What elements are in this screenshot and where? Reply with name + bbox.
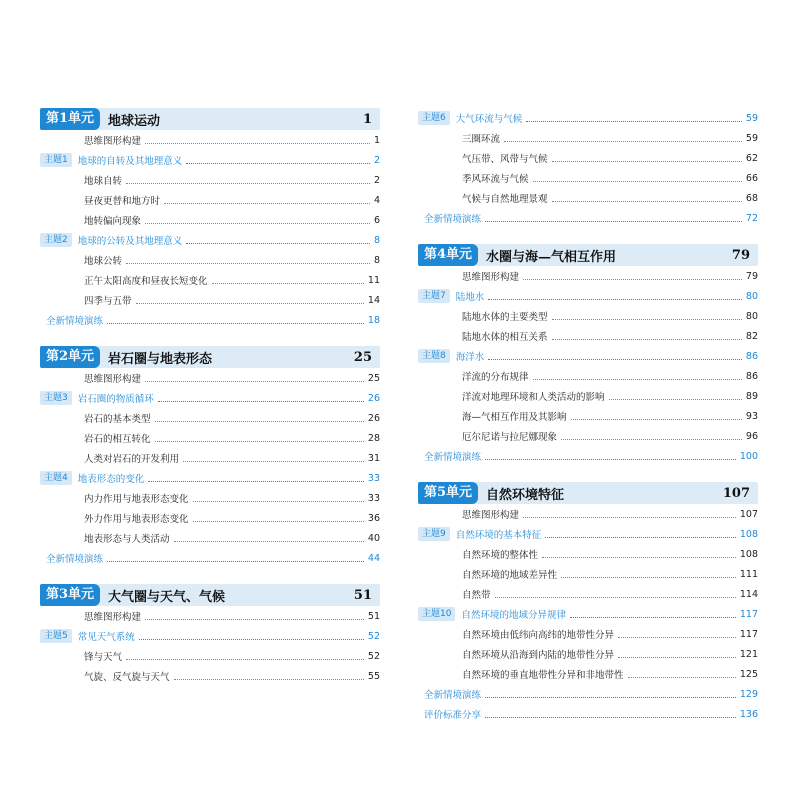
dot-leader [126, 253, 370, 264]
unit-title: 水圈与海—气相互作用 [486, 249, 617, 265]
entry-page-number: 59 [745, 112, 758, 124]
dot-leader [186, 233, 370, 244]
dot-leader [618, 627, 736, 638]
dot-leader [609, 389, 742, 400]
dot-leader [164, 193, 370, 204]
entry-title: 气旋、反气旋与天气 [84, 672, 170, 683]
entry-page-number: 107 [739, 508, 758, 520]
section-gap [40, 568, 380, 584]
toc-entry[interactable] [40, 528, 380, 548]
dot-leader [542, 547, 736, 558]
practice-entry[interactable] [40, 548, 380, 568]
entry-page-number: 52 [367, 650, 380, 662]
toc-entry[interactable] [40, 606, 380, 626]
topic-badge: 主题9 [418, 527, 450, 541]
dot-leader [485, 707, 736, 718]
toc-entry[interactable] [418, 426, 758, 446]
entry-title: 厄尔尼诺与拉尼娜现象 [462, 432, 558, 443]
dot-leader [561, 567, 736, 578]
entry-page-number: 89 [745, 390, 758, 402]
entry-page-number: 100 [739, 450, 758, 462]
unit-badge: 第3单元 [40, 584, 100, 606]
dot-leader [155, 431, 364, 442]
dot-leader [533, 369, 742, 380]
toc-entry[interactable] [40, 508, 380, 528]
dot-leader [571, 409, 742, 420]
entry-page-number: 2 [373, 154, 380, 166]
entry-title: 自然环境从沿海到内陆的地带性分异 [462, 650, 615, 661]
entry-title: 地转偏向现象 [84, 216, 142, 227]
topic-entry[interactable] [418, 108, 758, 128]
entry-title: 陆地水体的主要类型 [462, 312, 548, 323]
entry-page-number: 114 [739, 588, 758, 600]
entry-page-number: 2 [373, 174, 380, 186]
dot-leader [485, 449, 736, 460]
topic-entry[interactable] [40, 626, 380, 646]
entry-page-number: 14 [367, 294, 380, 306]
entry-page-number: 28 [367, 432, 380, 444]
dot-leader [174, 669, 364, 680]
entry-title: 正午太阳高度和昼夜长短变化 [84, 276, 208, 287]
topic-entry[interactable] [418, 286, 758, 306]
toc-entry[interactable] [418, 544, 758, 564]
entry-title: 思维图形构建 [462, 510, 520, 521]
entry-page-number: 8 [373, 234, 380, 246]
entry-page-number: 55 [367, 670, 380, 682]
dot-leader [158, 391, 364, 402]
toc-entry[interactable] [418, 406, 758, 426]
entry-title: 自然带 [462, 590, 491, 601]
entry-page-number: 125 [739, 668, 758, 680]
toc-entry[interactable] [418, 584, 758, 604]
entry-title: 外力作用与地表形态变化 [84, 514, 189, 525]
entry-page-number: 121 [739, 648, 758, 660]
entry-title: 思维图形构建 [462, 272, 520, 283]
entry-page-number: 86 [745, 370, 758, 382]
dot-leader [139, 629, 364, 640]
toc-entry[interactable] [40, 408, 380, 428]
toc-entry[interactable] [40, 170, 380, 190]
toc-entry[interactable] [418, 148, 758, 168]
entry-title: 岩石圈的物质循环 [77, 394, 154, 405]
dot-leader [552, 309, 742, 320]
entry-title: 岩石的基本类型 [84, 414, 151, 425]
entry-title: 气候与自然地理景观 [462, 194, 548, 205]
practice-entry[interactable] [418, 446, 758, 466]
dot-leader [193, 491, 364, 502]
topic-entry[interactable] [418, 346, 758, 366]
entry-title: 洋流的分布规律 [462, 372, 529, 383]
entry-page-number: 129 [739, 688, 758, 700]
unit-page-number: 1 [362, 111, 372, 127]
entry-title: 地球的自转及其地理意义 [77, 156, 183, 167]
entry-page-number: 62 [745, 152, 758, 164]
practice-entry[interactable] [418, 208, 758, 228]
dot-leader [126, 173, 370, 184]
dot-leader [488, 289, 742, 300]
entry-title: 全新情境演练 [424, 214, 482, 225]
toc-entry[interactable] [418, 504, 758, 524]
section-gap [418, 228, 758, 244]
entry-page-number: 18 [367, 314, 380, 326]
topic-entry[interactable] [418, 604, 758, 624]
entry-page-number: 86 [745, 350, 758, 362]
toc-entry[interactable] [418, 564, 758, 584]
topic-badge: 主题4 [40, 471, 72, 485]
dot-leader [570, 607, 736, 618]
entry-page-number: 66 [745, 172, 758, 184]
entry-title: 内力作用与地表形态变化 [84, 494, 189, 505]
entry-page-number: 51 [367, 610, 380, 622]
entry-page-number: 26 [367, 412, 380, 424]
entry-page-number: 111 [739, 568, 758, 580]
entry-page-number: 11 [367, 274, 380, 286]
dot-leader [485, 687, 736, 698]
topic-entry[interactable] [40, 468, 380, 488]
toc-entry[interactable] [40, 210, 380, 230]
entry-title: 海洋水 [455, 352, 485, 363]
toc-entry[interactable] [40, 290, 380, 310]
dot-leader [618, 647, 736, 658]
entry-page-number: 1 [373, 134, 380, 146]
entry-title: 全新情境演练 [46, 316, 104, 327]
unit-title: 地球运动 [108, 113, 161, 129]
toc-entry[interactable] [418, 188, 758, 208]
section-gap [418, 466, 758, 482]
entry-page-number: 44 [367, 552, 380, 564]
unit-badge: 第2单元 [40, 346, 100, 368]
entry-title: 洋流对地理环境和人类活动的影响 [462, 392, 605, 403]
toc-entry[interactable] [418, 644, 758, 664]
toc-entry[interactable] [40, 646, 380, 666]
topic-entry[interactable] [40, 150, 380, 170]
entry-title: 地球自转 [84, 176, 123, 187]
entry-title: 全新情境演练 [424, 690, 482, 701]
dot-leader [561, 429, 742, 440]
entry-title: 地表形态与人类活动 [84, 534, 170, 545]
entry-title: 锋与天气 [84, 652, 123, 663]
topic-entry[interactable] [418, 524, 758, 544]
entry-page-number: 96 [745, 430, 758, 442]
entry-title: 评价标准分享 [424, 710, 482, 721]
entry-page-number: 80 [745, 290, 758, 302]
entry-title: 自然环境的基本特征 [455, 530, 542, 541]
entry-page-number: 52 [367, 630, 380, 642]
unit-header[interactable] [418, 244, 758, 266]
entry-page-number: 25 [367, 372, 380, 384]
entry-title: 思维图形构建 [84, 136, 142, 147]
dot-leader [523, 507, 736, 518]
dot-leader [545, 527, 736, 538]
unit-title: 自然环境特征 [486, 487, 565, 503]
toc-entry[interactable] [40, 130, 380, 150]
practice-entry[interactable] [418, 704, 758, 724]
entry-title: 全新情境演练 [424, 452, 482, 463]
unit-badge: 第4单元 [418, 244, 478, 266]
entry-title: 三圈环流 [462, 134, 501, 145]
toc-entry[interactable] [40, 250, 380, 270]
dot-leader [145, 609, 364, 620]
entry-title: 地球公转 [84, 256, 123, 267]
dot-leader [526, 111, 742, 122]
toc-left-column [40, 108, 380, 686]
entry-title: 海—气相互作用及其影响 [462, 412, 567, 423]
unit-page-number: 79 [731, 247, 750, 263]
toc-entry[interactable] [40, 190, 380, 210]
toc-entry[interactable] [418, 664, 758, 684]
unit-badge: 第1单元 [40, 108, 100, 130]
topic-badge: 主题6 [418, 111, 450, 125]
dot-leader [148, 471, 364, 482]
toc-right-column [418, 108, 758, 724]
topic-badge: 主题2 [40, 233, 72, 247]
dot-leader [628, 667, 736, 678]
dot-leader [504, 131, 742, 142]
entry-page-number: 31 [367, 452, 380, 464]
dot-leader [488, 349, 742, 360]
entry-title: 地球的公转及其地理意义 [77, 236, 183, 247]
entry-page-number: 4 [373, 194, 380, 206]
dot-leader [145, 133, 370, 144]
practice-entry[interactable] [40, 310, 380, 330]
entry-page-number: 33 [367, 472, 380, 484]
unit-page-number: 51 [353, 587, 372, 603]
entry-page-number: 72 [745, 212, 758, 224]
entry-page-number: 68 [745, 192, 758, 204]
entry-page-number: 33 [367, 492, 380, 504]
entry-page-number: 59 [745, 132, 758, 144]
unit-page-number: 25 [353, 349, 372, 365]
dot-leader [533, 171, 742, 182]
dot-leader [145, 213, 370, 224]
dot-leader [136, 293, 364, 304]
toc-entry[interactable] [418, 168, 758, 188]
dot-leader [126, 649, 364, 660]
dot-leader [183, 451, 364, 462]
toc-entry[interactable] [40, 666, 380, 686]
toc-entry[interactable] [418, 386, 758, 406]
toc-entry[interactable] [418, 366, 758, 386]
entry-page-number: 6 [373, 214, 380, 226]
toc-entry[interactable] [40, 428, 380, 448]
entry-title: 自然环境的地域分异规律 [461, 610, 566, 621]
entry-page-number: 79 [745, 270, 758, 282]
entry-title: 自然环境的整体性 [462, 550, 539, 561]
practice-entry[interactable] [418, 684, 758, 704]
dot-leader [107, 551, 364, 562]
unit-header[interactable] [40, 584, 380, 606]
topic-badge: 主题1 [40, 153, 72, 167]
entry-title: 自然环境由低纬向高纬的地带性分异 [462, 630, 615, 641]
topic-badge: 主题3 [40, 391, 72, 405]
entry-title: 自然环境的垂直地带性分异和非地带性 [462, 670, 624, 681]
entry-page-number: 40 [367, 532, 380, 544]
dot-leader [193, 511, 364, 522]
dot-leader [212, 273, 364, 284]
topic-badge: 主题8 [418, 349, 450, 363]
topic-entry[interactable] [40, 388, 380, 408]
entry-page-number: 80 [745, 310, 758, 322]
dot-leader [186, 153, 370, 164]
entry-title: 地表形态的变化 [77, 474, 145, 485]
topic-badge: 主题10 [418, 607, 455, 621]
toc-entry[interactable] [418, 266, 758, 286]
entry-page-number: 26 [367, 392, 380, 404]
entry-title: 陆地水 [455, 292, 485, 303]
toc-entry[interactable] [418, 128, 758, 148]
unit-header[interactable] [40, 108, 380, 130]
dot-leader [107, 313, 364, 324]
unit-title: 岩石圈与地表形态 [108, 351, 213, 367]
dot-leader [552, 151, 742, 162]
entry-title: 昼夜更替和地方时 [84, 196, 161, 207]
entry-title: 四季与五带 [84, 296, 132, 307]
topic-badge: 主题7 [418, 289, 450, 303]
entry-title: 思维图形构建 [84, 374, 142, 385]
dot-leader [495, 587, 736, 598]
toc-entry[interactable] [40, 488, 380, 508]
entry-page-number: 108 [739, 548, 758, 560]
dot-leader [552, 191, 742, 202]
entry-page-number: 36 [367, 512, 380, 524]
dot-leader [145, 371, 364, 382]
unit-title: 大气圈与天气、气候 [108, 589, 226, 605]
entry-page-number: 8 [373, 254, 380, 266]
topic-entry[interactable] [40, 230, 380, 250]
entry-title: 大气环流与气候 [455, 114, 523, 125]
entry-page-number: 117 [739, 628, 758, 640]
toc-entry[interactable] [418, 306, 758, 326]
section-gap [40, 330, 380, 346]
dot-leader [174, 531, 364, 542]
entry-page-number: 82 [745, 330, 758, 342]
entry-page-number: 108 [739, 528, 758, 540]
toc-entry[interactable] [40, 270, 380, 290]
entry-page-number: 136 [739, 708, 758, 720]
entry-title: 思维图形构建 [84, 612, 142, 623]
toc-entry[interactable] [418, 326, 758, 346]
dot-leader [485, 211, 742, 222]
entry-title: 岩石的相互转化 [84, 434, 151, 445]
entry-title: 全新情境演练 [46, 554, 104, 565]
unit-header[interactable] [418, 482, 758, 504]
toc-entry[interactable] [418, 624, 758, 644]
unit-page-number: 107 [722, 485, 750, 501]
toc-entry[interactable] [40, 448, 380, 468]
entry-page-number: 117 [739, 608, 758, 620]
toc-entry[interactable] [40, 368, 380, 388]
unit-badge: 第5单元 [418, 482, 478, 504]
topic-badge: 主题5 [40, 629, 72, 643]
unit-header[interactable] [40, 346, 380, 368]
dot-leader [552, 329, 742, 340]
dot-leader [523, 269, 742, 280]
entry-title: 自然环境的地域差异性 [462, 570, 558, 581]
entry-title: 季风环流与气候 [462, 174, 529, 185]
entry-page-number: 93 [745, 410, 758, 422]
entry-title: 气压带、风带与气候 [462, 154, 548, 165]
entry-title: 常见天气系统 [77, 632, 135, 643]
entry-title: 人类对岩石的开发利用 [84, 454, 180, 465]
dot-leader [155, 411, 364, 422]
entry-title: 陆地水体的相互关系 [462, 332, 548, 343]
